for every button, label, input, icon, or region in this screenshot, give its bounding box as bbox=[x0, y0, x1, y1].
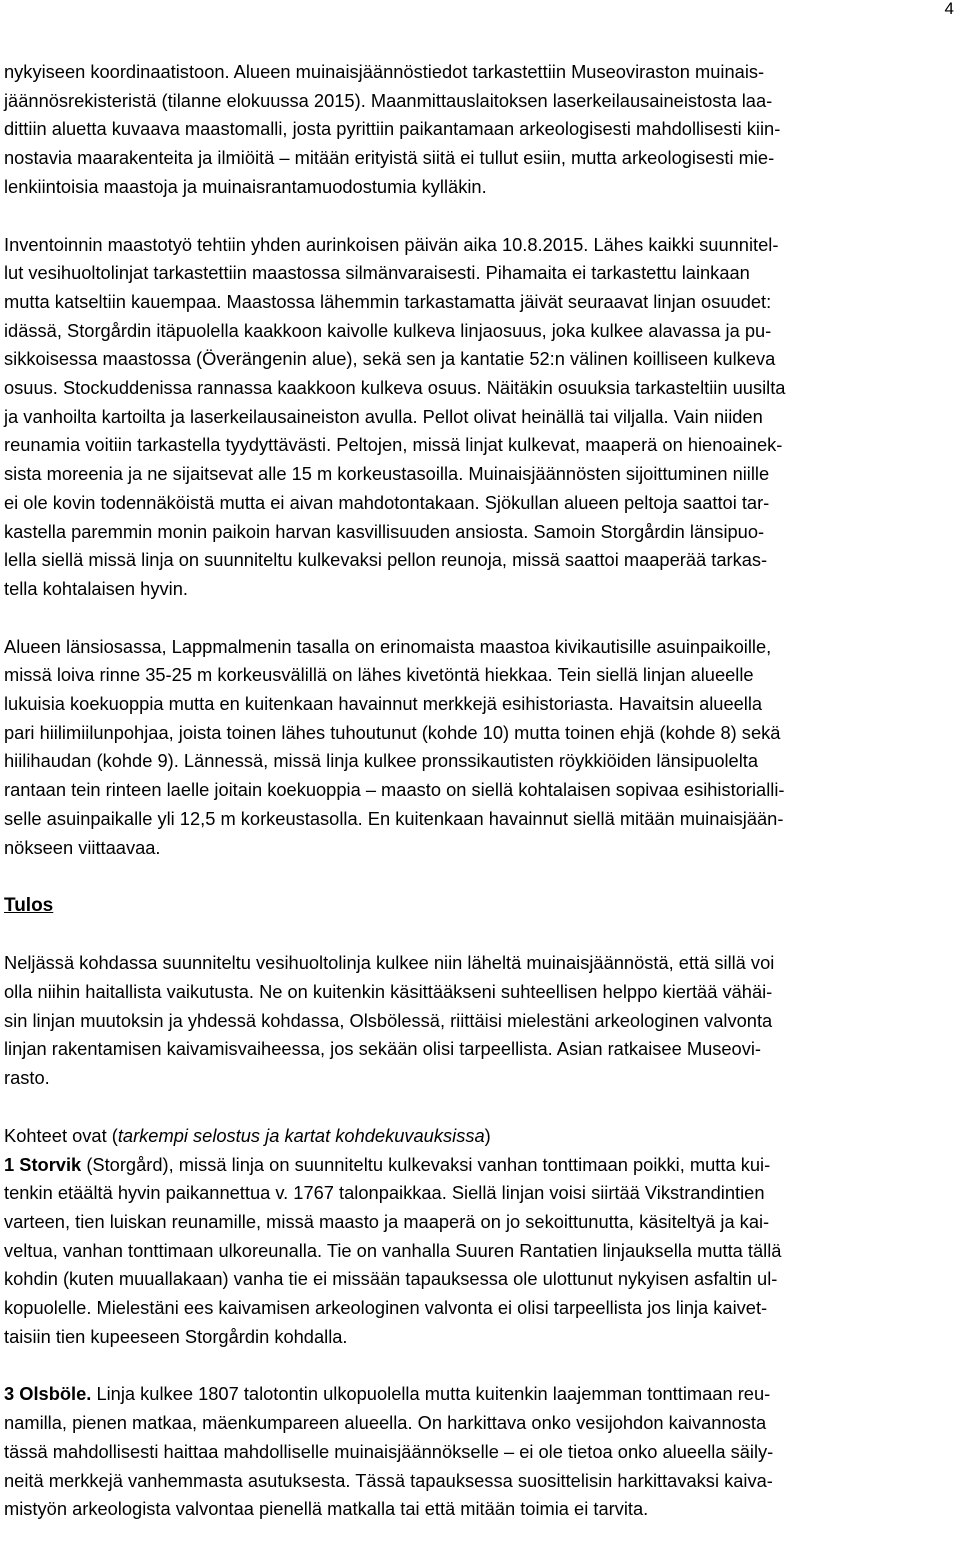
section-heading-result: Tulos bbox=[4, 895, 54, 917]
paragraph-targets bbox=[4, 1122, 948, 1352]
page-number: 4 bbox=[944, 0, 954, 18]
site-1-text: (Storgård), missä linja on suunniteltu kulkevaksi vanhan tonttimaan poikki, mutta kui- tenkin etäältä hyvin paikannettua v. 1767 talonpaikkaa. Siellä linjan voisi siirtää Vikstrandintien varteen, tien luiskan reunamille, missä maasto ja maaperä on jo sekoittunutta, käsiteltyä ja kai- veltua, vanhan tonttimaan ulkoreunalla. Tie on vanhalla Suuren Rantatien linjauksella mutta tällä kohdin (kuten muuallakaan) vanha tie ei missään tapauksessa ole ulottunut nykyisen asfaltin ul- kopuolelle. Mielestäni ees kaivamisen arkeologinen valvonta ei olisi tarpeellista jos linja kaivet- taisiin tien kupeeseen Storgårdin kohdalla. bbox=[4, 1153, 782, 1347]
targets-intro-before: Kohteet ovat ( bbox=[4, 1124, 118, 1146]
paragraph-west-area: Alueen länsiosassa, Lappmalmenin tasalla on erinomaista maastoa kivikautisille asuinpaikoille, missä loiva rinne 35-25 m korkeusvälillä on lähes kivetöntä hiekkaa. Tein siellä linjan alueelle lukuisia koekuoppia mutta en kuitenkaan havainnut merkkejä esihistoriasta. Havaitsin alueella pari hiilimiilunpohjaa, joista toinen lähes tuhoutunut (kohde 10) mutta toinen ehjä (kohde 8) sekä hiilihaudan (kohde 9). Lännessä, missä linja kulkee pronssikautisten röykkiöiden länsipuolelta rantaan tein rinteen laelle joitain koekuoppia – maasto on siellä kohtalaisen sopivaa esihistorialli- selle asuinpaikalle yli 12,5 m korkeustasolla. En kuitenkaan havainnut siellä mitään muinaisjään- nökseen viittaavaa. bbox=[4, 635, 785, 858]
paragraph-method-intro: nykyiseen koordinaatistoon. Alueen muinaisjäännöstiedot tarkastettiin Museoviraston muinais- jäännösrekisteristä (tilanne elokuussa 2015). Maanmittauslaitoksen laserkeilausaineistosta laa- dittiin aluetta kuvaava maastomalli, josta pyrittiin paikantamaan arkeologisesti mahdollisesti kiin- nostavia maarakenteita ja ilmiöitä – mitään erityistä siitä ei tullut esiin, mutta arkeologisesti mie- lenkiintoisia maastoja ja muinaisrantamuodostumia kylläkin. bbox=[4, 61, 781, 197]
site-3-title: 3 Olsböle. bbox=[4, 1383, 92, 1405]
paragraph-spacer bbox=[4, 1351, 948, 1380]
site-3-text: Linja kulkee 1807 talotontin ulkopuolella mutta kuitenkin laajemman tonttimaan reu- namilla, pienen matkaa, mäenkumpareen alueella. On harkittava onko vesijohdon kaivannosta tässä mahdollisesti haittaa mahdolliselle muinaisjäännökselle – ei ole tietoa onko alueella säily- neitä merkkejä vanhemmasta asutuksesta. Tässä tapauksessa suosittelisin harkittavaksi kaiva- mistyön arkeologista valvontaa pienellä matkalla tai että mitään toimia ei tarvita. bbox=[4, 1383, 774, 1520]
paragraph-site-3 bbox=[4, 1380, 948, 1524]
paragraph-fieldwork: Inventoinnin maastotyö tehtiin yhden aurinkoisen päivän aika 10.8.2015. Lähes kaikki suunnitel- lut vesihuoltolinjat tarkastettiin maastossa silmänvaraisesti. Pihamaita ei tarkastettu lainkaan mutta katseltiin kauempaa. Maastossa lähemmin tarkastamatta jäivät seuraavat linjan osuudet: idässä, Storgårdin itäpuolella kaakkoon kaivolle kulkeva linjaosuus, joka kulkee alavassa ja pu- sikkoisessa maastossa (Överängenin alue), sekä sen ja kantatie 52:n välinen koilliseen kulkeva osuus. Stockuddenissa rannassa kaakkoon kulkeva osuus. Näitäkin osuuksia tarkasteltiin uusilta ja vanhoilta kartoilta ja laserkeilausaineiston avulla. Pellot olivat heinällä tai viljalla. Vain niiden reunamia voitiin tarkastella tyydyttävästi. Peltojen, missä linjat kulkevat, maaperä on hienoainek- sista moreenia ja ne sijaitsevat alle 15 m korkeustasoilla. Muinaisjäännösten sijoittuminen niille ei ole kovin todennäköistä mutta ei aivan mahdotontakaan. Sjökullan alueen peltoja saattoi tar- kastella paremmin monin paikoin harvan kasvillisuuden ansiosta. Samoin Storgårdin länsipuo- lella siellä missä linja on suunniteltu kulkevaksi pellon reunoja, missä saattoi maaperää tarkas- tella kohtalaisen hyvin. bbox=[4, 233, 786, 599]
targets-intro-italic: tarkempi selostus ja kartat kohdekuvauksissa bbox=[117, 1124, 485, 1146]
document-body bbox=[4, 58, 948, 1553]
paragraph-result: Neljässä kohdassa suunniteltu vesihuoltolinja kulkee niin läheltä muinaisjäännöstä, että sillä voi olla niihin haitallista vaikutusta. Ne on kuitenkin käsittääkseni suhteellisen helppo kiertää vähäi- sin linjan muutoksin ja yhdessä kohdassa, Olsbölessä, riittäisi mielestäni arkeologinen valvonta linjan rakentamisen kaivamisvaiheessa, jos sekään olisi tarpeellista. Asian ratkaisee Museovi- rasto. bbox=[4, 952, 775, 1089]
targets-intro-after: ) bbox=[484, 1124, 491, 1146]
site-1-title: 1 Storvik bbox=[4, 1153, 82, 1175]
